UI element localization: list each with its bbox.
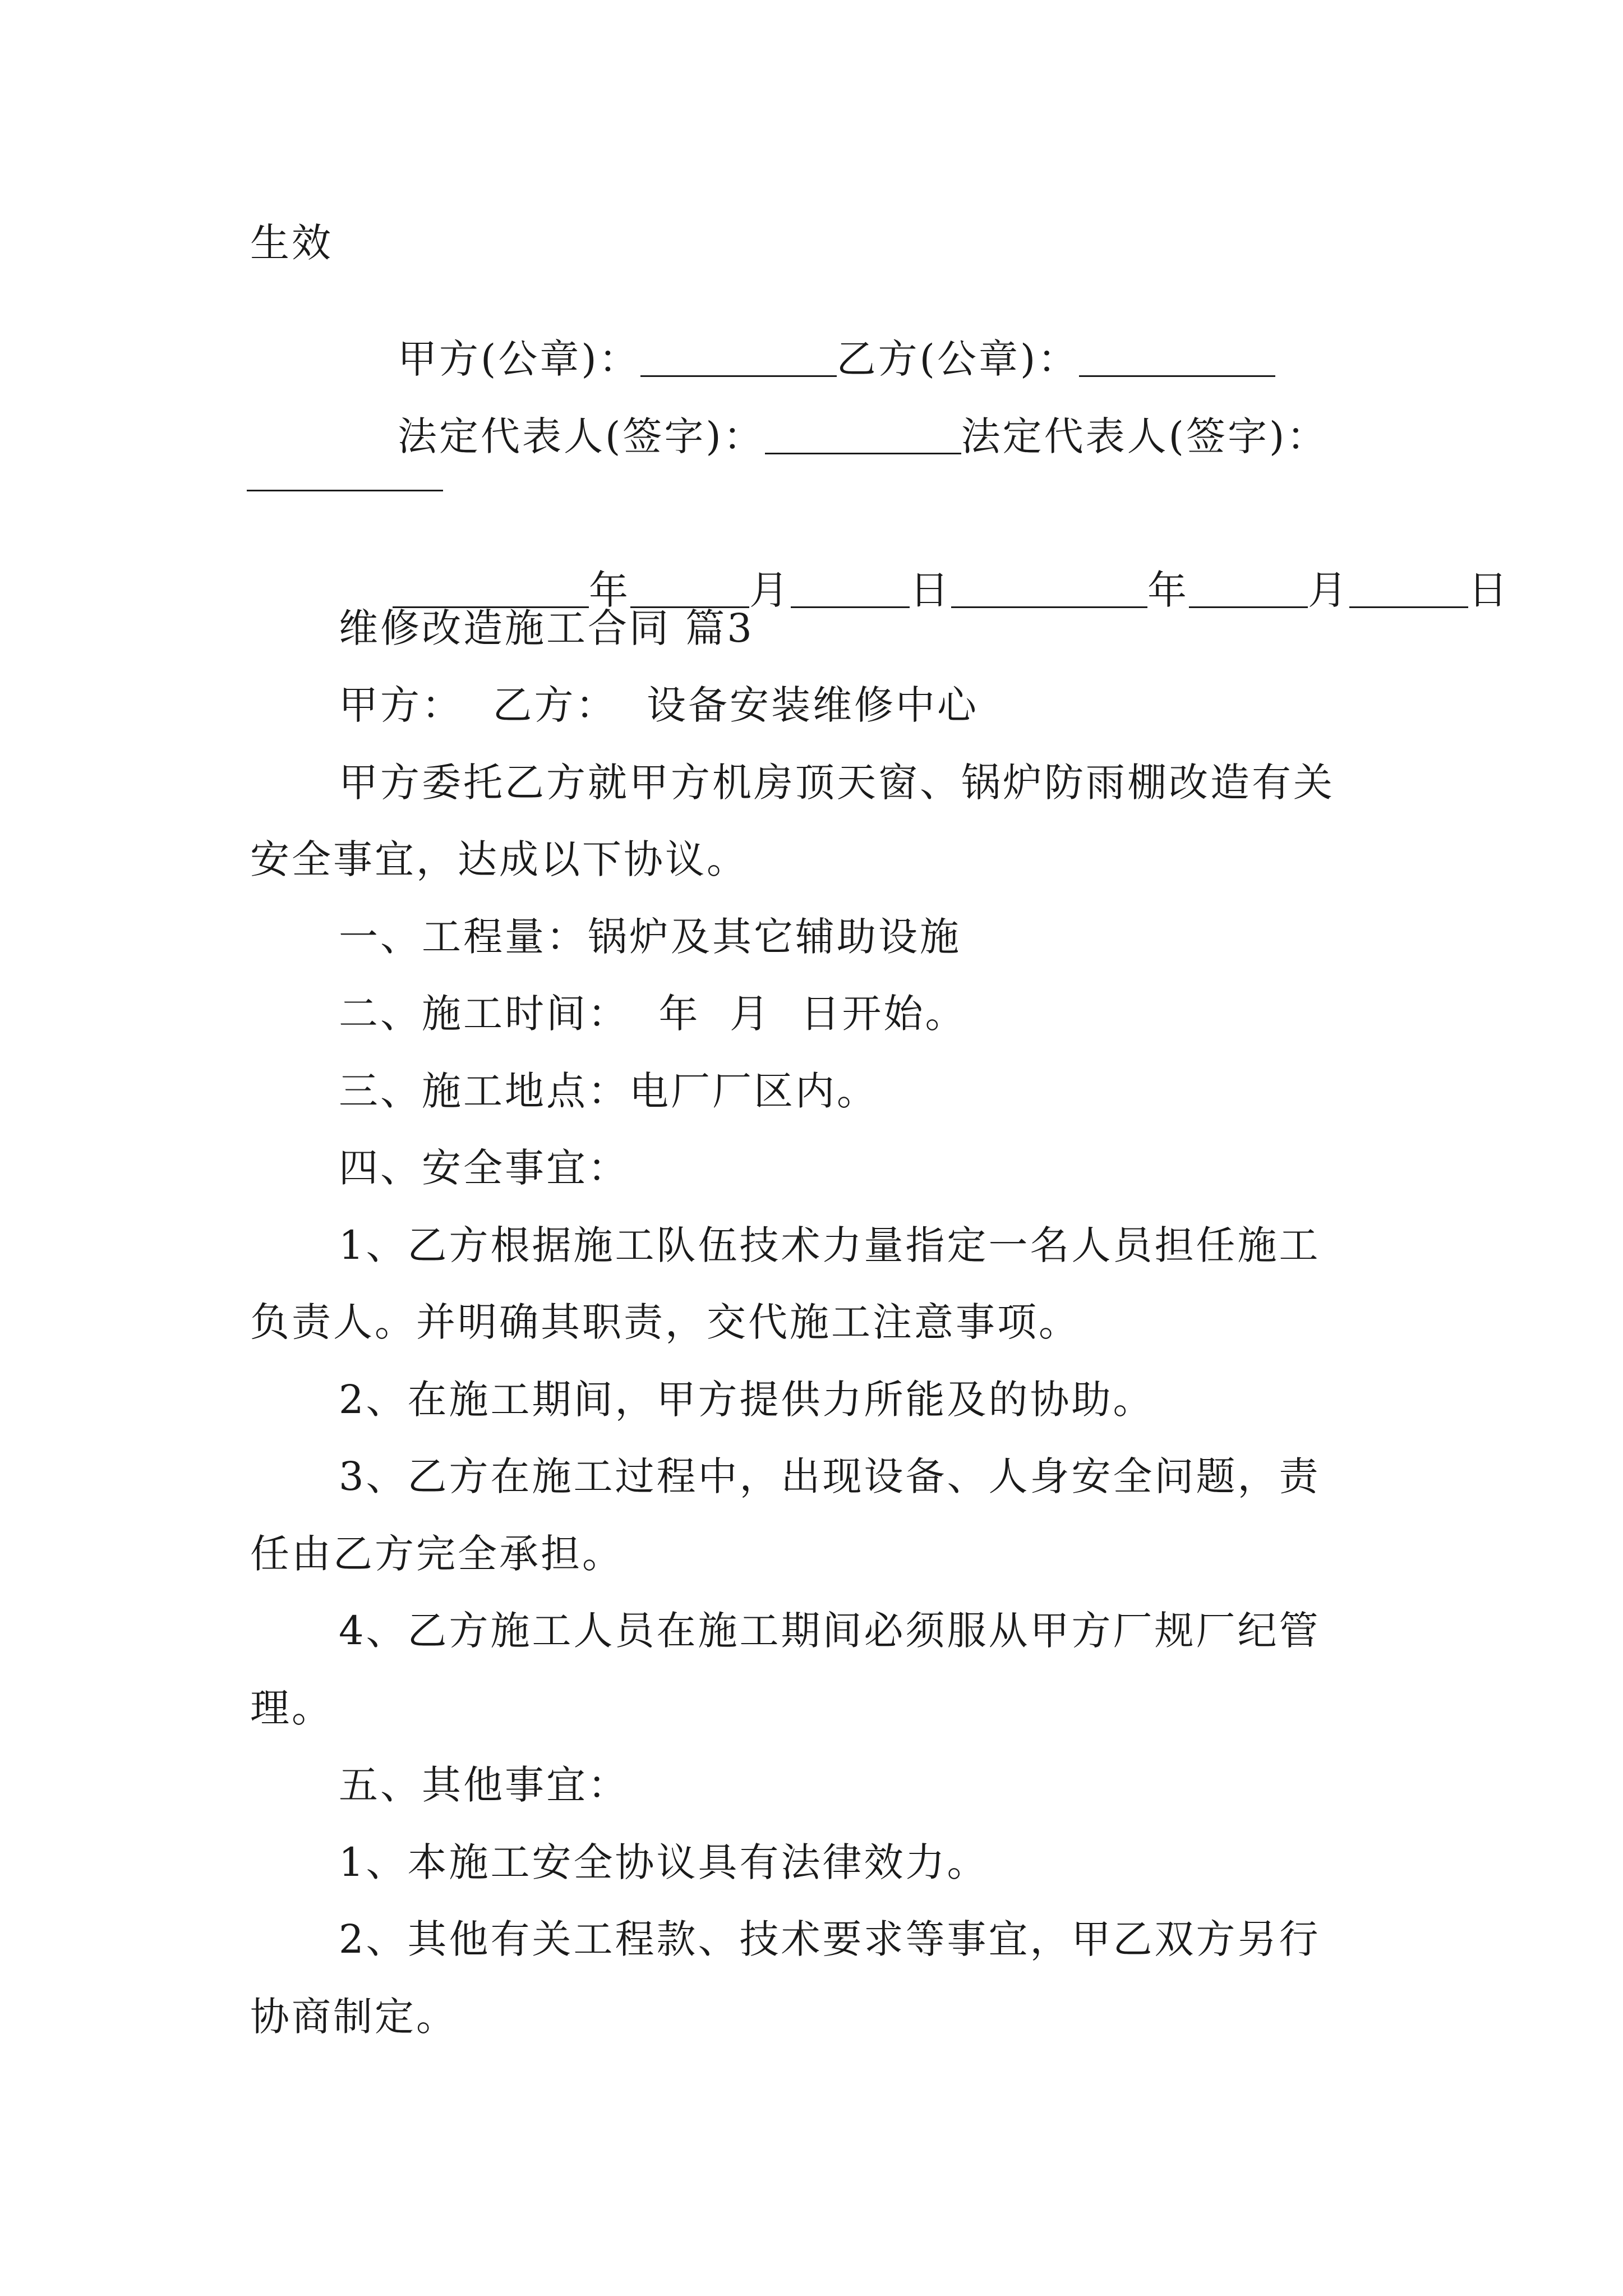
party-b-seal-blank (1079, 375, 1275, 377)
safety-clause-1a: 1、乙方根据施工队伍技术力量指定一名人员担任施工 (339, 1222, 1321, 1268)
intro-line-2: 安全事宜，达成以下协议。 (250, 836, 748, 882)
section-title: 维修改造施工合同 篇3 (339, 605, 754, 651)
party-b-seal-label: 乙方(公章)： (836, 336, 1080, 382)
parties-line: 甲方： 乙方： 设备安装维修中心 (339, 682, 979, 728)
item-location: 三、施工地点：电厂厂区内。 (339, 1068, 878, 1114)
item-safety-heading: 四、安全事宜： (339, 1145, 629, 1191)
date-a-month: 月 (749, 567, 791, 613)
rep-a-blank (765, 453, 961, 454)
representative-row (339, 378, 1328, 495)
rep-a-label: 法定代表人(签字)： (398, 413, 765, 459)
item-scope: 一、工程量：锅炉及其它辅助设施 (339, 914, 961, 960)
date-a-day: 日 (910, 567, 952, 613)
party-a-seal-label: 甲方(公章)： (398, 336, 640, 382)
safety-clause-4b: 理。 (250, 1685, 333, 1731)
item-schedule: 二、施工时间： 年 月 日开始。 (339, 991, 967, 1037)
date-b-day: 日 (1468, 567, 1510, 613)
rep-b-blank (247, 490, 443, 491)
intro-line-1: 甲方委托乙方就甲方机房顶天窗、锅炉防雨棚改造有关 (339, 760, 1335, 806)
safety-clause-4a: 4、乙方施工人员在施工期间必须服从甲方厂规厂纪管 (339, 1608, 1321, 1654)
other-clause-1: 1、本施工安全协议具有法律效力。 (339, 1839, 989, 1885)
item-other-heading: 五、其他事宜： (339, 1762, 629, 1808)
date-a-year: 年 (589, 567, 631, 613)
other-clause-2a: 2、其他有关工程款、技术要求等事宜，甲乙双方另行 (339, 1916, 1321, 1962)
date-b-day-blank (1349, 606, 1468, 608)
date-b-year-blank (951, 606, 1147, 608)
date-b-month: 月 (1308, 567, 1350, 613)
date-a-day-blank (791, 606, 910, 608)
other-clause-2b: 协商制定。 (250, 1994, 458, 2040)
text-line-effective: 生效 (250, 220, 333, 266)
safety-clause-2: 2、在施工期间，甲方提供力所能及的协助。 (339, 1377, 1155, 1423)
date-b-month-blank (1189, 606, 1308, 608)
date-b-year: 年 (1147, 567, 1189, 613)
party-a-seal-blank (640, 375, 837, 377)
safety-clause-3b: 任由乙方完全承担。 (250, 1531, 624, 1577)
safety-clause-1b: 负责人。并明确其职责，交代施工注意事项。 (250, 1299, 1080, 1345)
rep-b-label: 法定代表人(签字)： (961, 413, 1329, 459)
safety-clause-3a: 3、乙方在施工过程中，出现设备、人身安全问题，责 (339, 1453, 1321, 1499)
